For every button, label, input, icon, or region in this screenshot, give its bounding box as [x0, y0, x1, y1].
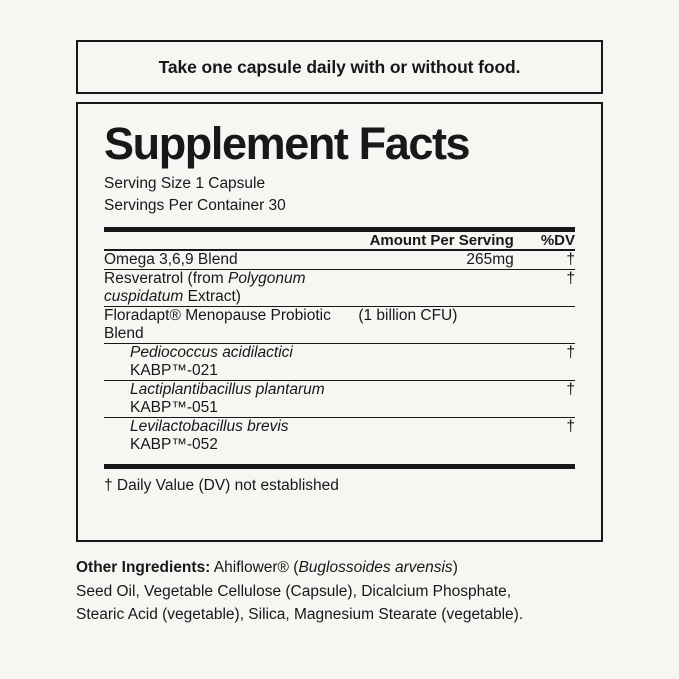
other-ingredients	[76, 556, 603, 627]
ingredient-dv: †	[566, 418, 575, 436]
table-row	[104, 418, 575, 454]
supplement-facts-title: Supplement Facts	[104, 118, 470, 169]
ingredient-name	[104, 418, 358, 454]
servings-per-container: Servings Per Container 30	[104, 197, 286, 215]
serving-size: Serving Size 1 Capsule	[104, 175, 266, 193]
ingredient-name-italic: Polygonum cuspidatum	[104, 270, 306, 306]
ingredient-name-suffix: Extract)	[183, 288, 241, 306]
ingredient-name-text: Floradapt® Menopause Probiotic Blend	[104, 307, 331, 343]
other-ingredients-line-2: Seed Oil, Vegetable Cellulose (Capsule), Dicalcium Phosphate,	[76, 582, 512, 600]
table-row	[104, 344, 575, 380]
ingredient-dv: †	[566, 270, 575, 288]
ingredient-name	[104, 270, 358, 306]
other-ingredients-text-a: Ahiflower® (	[210, 559, 299, 576]
other-ingredients-italic: Buglossoides arvensis	[298, 559, 453, 576]
ingredient-amount: 265mg	[466, 251, 514, 269]
ingredient-amount	[358, 418, 513, 454]
ingredient-name	[104, 381, 358, 417]
supplement-facts-table	[104, 232, 575, 454]
ingredient-amount	[358, 381, 513, 417]
directions-text: Take one capsule daily with or without food.	[158, 56, 521, 77]
table-row	[104, 270, 575, 306]
ingredient-amount: (1 billion CFU)	[358, 307, 458, 325]
ingredient-name-italic: Levilactobacillus brevis	[130, 418, 289, 436]
ingredient-name-text: Omega 3,6,9 Blend	[104, 251, 238, 269]
other-ingredients-line-1	[76, 556, 603, 580]
other-ingredients-line-3: Stearic Acid (vegetable), Silica, Magnesium Stearate (vegetable).	[76, 606, 524, 624]
header-amount-per-serving: Amount Per Serving	[369, 232, 514, 250]
ingredient-name-italic: Pediococcus acidilactici	[130, 344, 293, 362]
ingredient-amount	[358, 270, 513, 306]
other-ingredients-label: Other Ingredients:	[76, 559, 211, 576]
table-header-row	[104, 232, 575, 249]
ingredient-name-suffix: KABP™-052	[130, 436, 218, 454]
ingredient-amount	[358, 344, 513, 380]
ingredient-name-suffix: KABP™-021	[130, 362, 218, 380]
other-ingredients-text-b: )	[452, 559, 458, 576]
supplement-facts-panel	[76, 102, 603, 542]
ingredient-name	[104, 344, 358, 380]
ingredient-name-suffix: KABP™-051	[130, 399, 218, 417]
header-percent-dv: %DV	[540, 232, 575, 250]
header-spacer	[104, 232, 358, 249]
table-row	[104, 381, 575, 417]
ingredient-dv	[514, 307, 575, 343]
table-row	[104, 251, 575, 269]
ingredient-name	[104, 307, 358, 343]
ingredient-dv: †	[566, 251, 575, 269]
daily-value-footnote: † Daily Value (DV) not established	[104, 477, 339, 495]
ingredient-dv: †	[566, 381, 575, 399]
ingredient-name-text: Resveratrol (from	[104, 270, 229, 288]
directions-box	[76, 40, 603, 94]
ingredient-name-italic: Lactiplantibacillus plantarum	[130, 381, 325, 399]
ingredient-name	[104, 251, 358, 269]
table-row	[104, 307, 575, 343]
ingredient-dv: †	[566, 344, 575, 362]
